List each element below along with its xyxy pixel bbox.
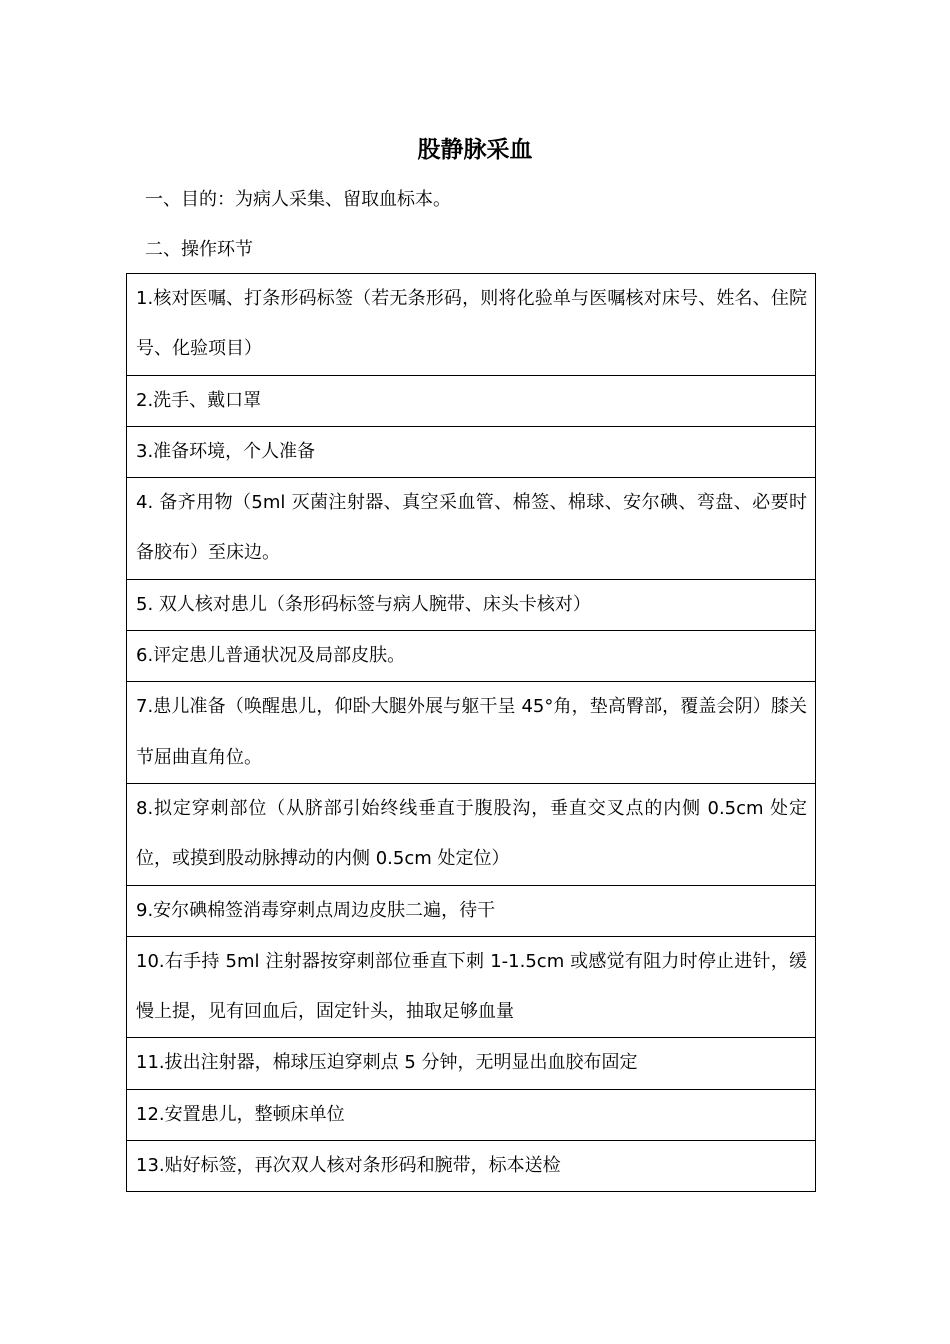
table-row xyxy=(127,631,816,682)
table-row xyxy=(127,936,816,1038)
step-1: 1.核对医嘱、打条形码标签（若无条形码，则将化验单与医嘱核对床号、姓名、住院号、化验项目） xyxy=(127,274,816,376)
step-12: 12.安置患儿，整顿床单位 xyxy=(127,1089,816,1140)
step-9: 9.安尔碘棉签消毒穿刺点周边皮肤二遍，待干 xyxy=(127,885,816,936)
step-4: 4. 备齐用物（5ml 灭菌注射器、真空采血管、棉签、棉球、安尔碘、弯盘、必要时备胶布）至床边。 xyxy=(127,478,816,580)
table-row xyxy=(127,375,816,426)
section-procedure: 二、操作环节 xyxy=(145,239,253,260)
table-row xyxy=(127,783,816,885)
step-8: 8.拟定穿刺部位（从脐部引始终线垂直于腹股沟，垂直交叉点的内侧 0.5cm 处定位，或摸到股动脉搏动的内侧 0.5cm 处定位） xyxy=(127,783,816,885)
table-row xyxy=(127,1038,816,1089)
table-row xyxy=(127,274,816,376)
table-row xyxy=(127,682,816,784)
step-10: 10.右手持 5ml 注射器按穿刺部位垂直下刺 1-1.5cm 或感觉有阻力时停止进针，缓慢上提，见有回血后，固定针头，抽取足够血量 xyxy=(127,936,816,1038)
table-row xyxy=(127,1089,816,1140)
procedure-steps-table xyxy=(126,273,816,1192)
step-11: 11.拔出注射器，棉球压迫穿刺点 5 分钟，无明显出血胶布固定 xyxy=(127,1038,816,1089)
step-13: 13.贴好标签，再次双人核对条形码和腕带，标本送检 xyxy=(127,1141,816,1192)
step-7: 7.患儿准备（唤醒患儿，仰卧大腿外展与躯干呈 45°角，垫高臀部，覆盖会阴）膝关节屈曲直角位。 xyxy=(127,682,816,784)
step-5: 5. 双人核对患儿（条形码标签与病人腕带、床头卡核对） xyxy=(127,579,816,630)
table-row xyxy=(127,426,816,477)
section-purpose: 一、目的：为病人采集、留取血标本。 xyxy=(145,189,451,210)
step-6: 6.评定患儿普通状况及局部皮肤。 xyxy=(127,631,816,682)
page-title: 股静脉采血 xyxy=(417,137,533,163)
table-row xyxy=(127,579,816,630)
table-row xyxy=(127,478,816,580)
step-2: 2.洗手、戴口罩 xyxy=(127,375,816,426)
step-3: 3.准备环境，个人准备 xyxy=(127,426,816,477)
table-row xyxy=(127,885,816,936)
table-row xyxy=(127,1141,816,1192)
